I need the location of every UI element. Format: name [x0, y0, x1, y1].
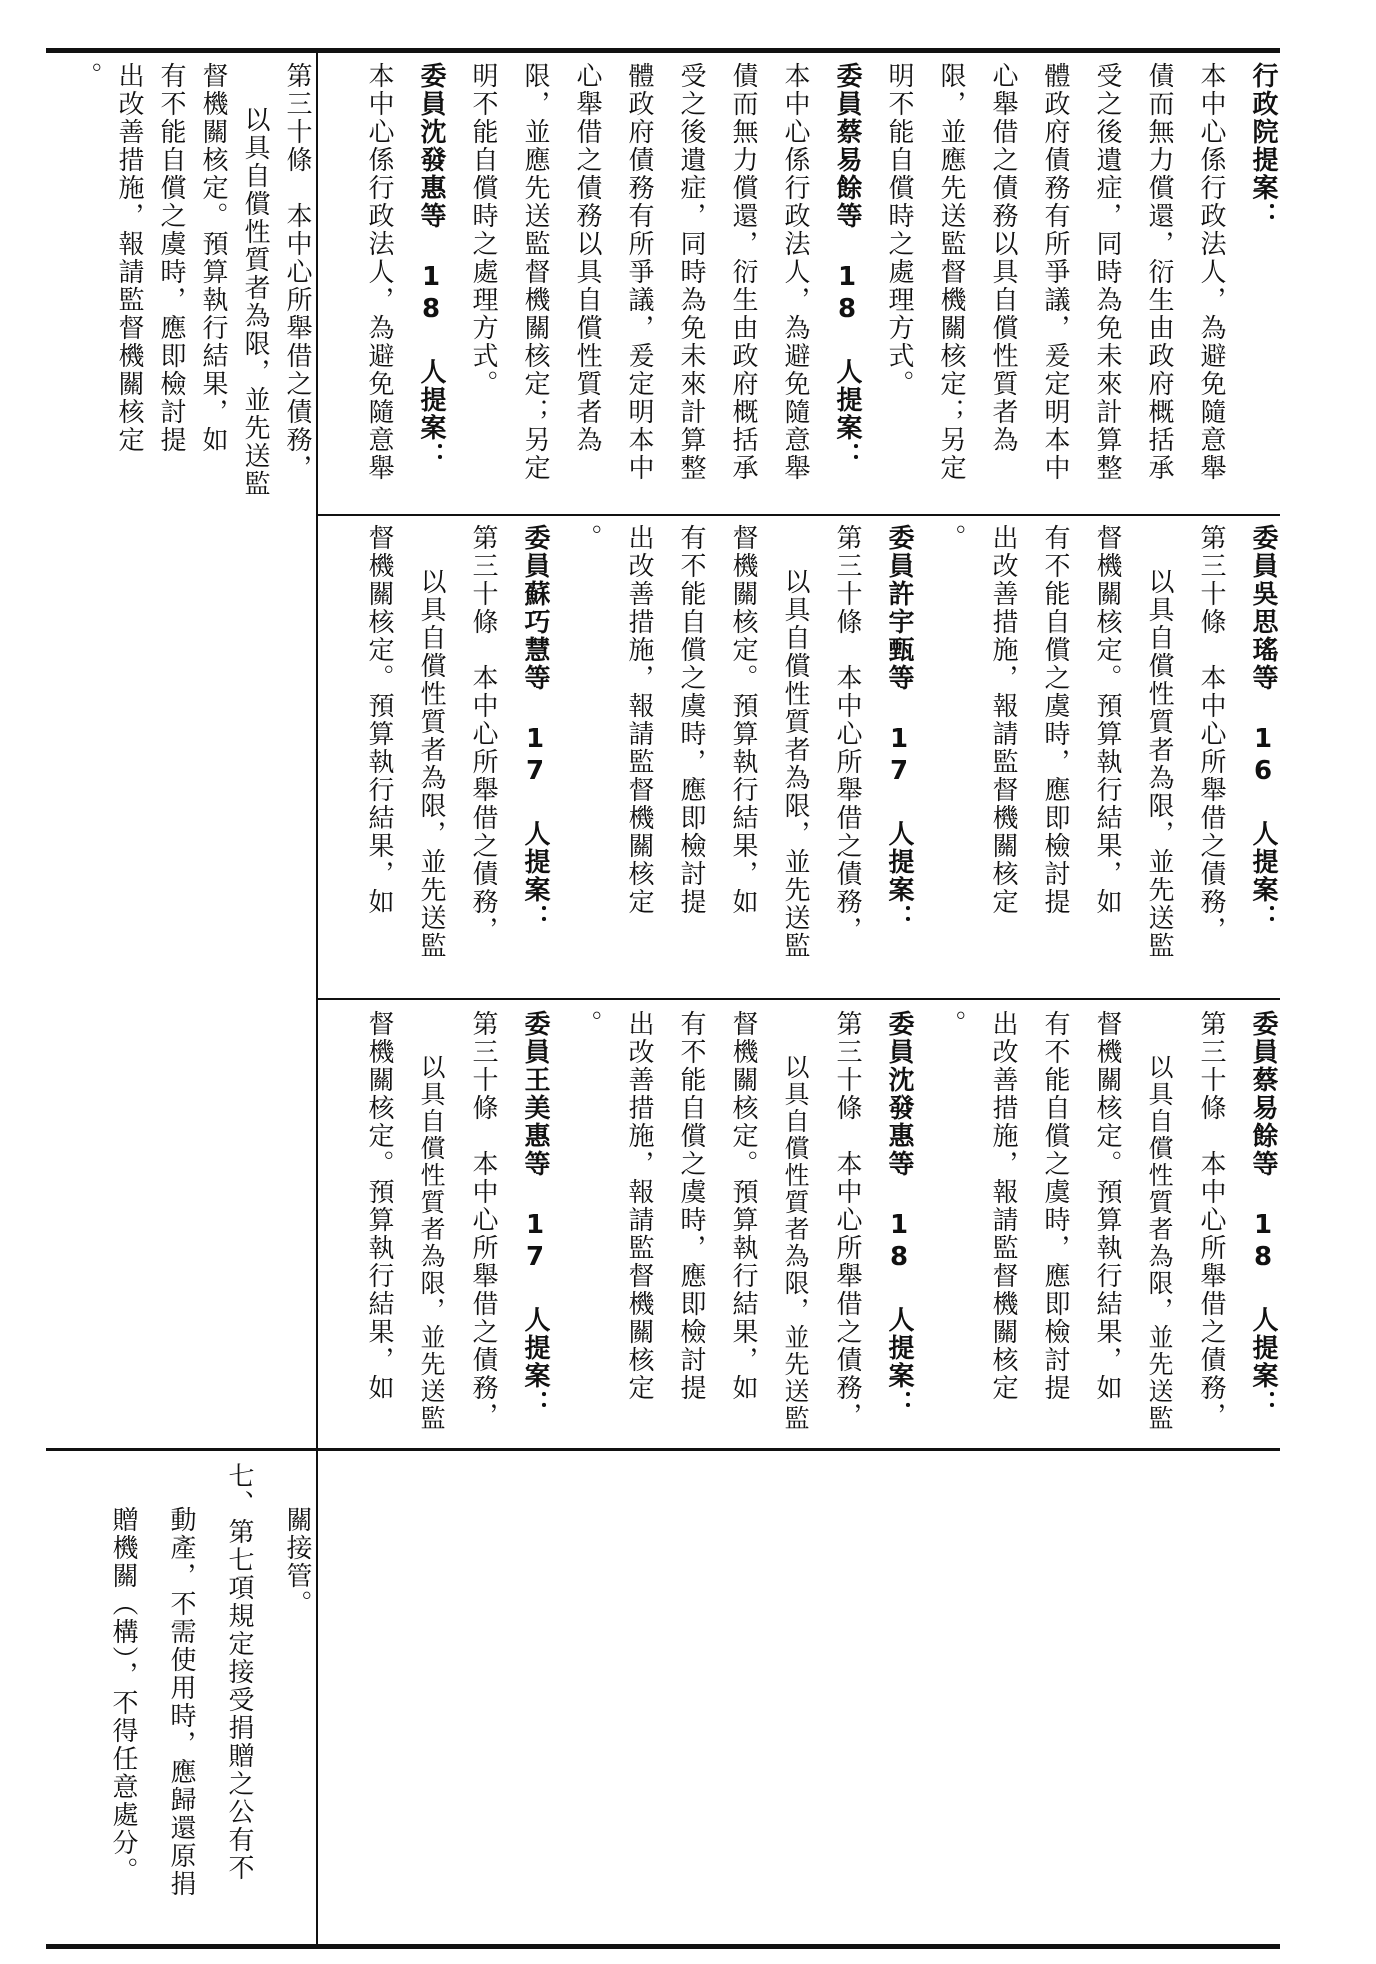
text-line: 有不能自償之虞時，應即檢討提 — [1040, 524, 1070, 916]
text-line: 以具自償性質者為限，並先送監 — [240, 106, 270, 498]
text-line: 有不能自償之虞時，應即檢討提 — [676, 1010, 706, 1402]
text-line: 受之後遺症，同時為免未來計算整 — [676, 62, 706, 482]
text-line: 出改善措施，報請監督機關核定 — [624, 1010, 654, 1402]
text-line: 心舉借之債務以具自償性質者為 — [572, 62, 602, 454]
text-line: 受之後遺症，同時為免未來計算整 — [1092, 62, 1122, 482]
text-line: 債而無力償還，衍生由政府概括承 — [728, 62, 758, 482]
text-line: 以具自償性質者為限，並先送監 — [781, 1054, 810, 1432]
cell-bottom-right — [326, 524, 1276, 992]
text-line: 出改善措施，報請監督機關核定 — [988, 524, 1018, 916]
proposal-heading: 委員沈發惠等 18 人提案： — [416, 62, 446, 470]
text-line: 動產，不需使用時，應歸還原捐 — [166, 1506, 196, 1898]
text-line: 七、第七項規定接受捐贈之公有不 — [224, 1462, 254, 1882]
proposal-heading: 委員吳思瑤等 16 人提案： — [1248, 524, 1278, 932]
text-line: 體政府債務有所爭議，爰定明本中 — [624, 62, 654, 482]
text-line: 有不能自償之虞時，應即檢討提 — [156, 62, 186, 454]
cell-top-left — [56, 62, 310, 1442]
text-line: 第三十條 本中心所舉借之債務， — [832, 524, 862, 944]
text-line: 本中心係行政法人，為避免隨意舉 — [364, 62, 394, 482]
text-line: 第三十條 本中心所舉借之債務， — [468, 524, 498, 944]
text-line: 督機關核定。預算執行結果，如 — [364, 1010, 394, 1402]
text-line: 。 — [572, 1010, 602, 1038]
text-line: 第三十條 本中心所舉借之債務， — [282, 62, 312, 482]
proposal-heading: 委員蘇巧慧等 17 人提案： — [520, 524, 550, 932]
table-rule-top — [46, 48, 1280, 53]
text-line: 督機關核定。預算執行結果，如 — [728, 1010, 758, 1402]
proposal-heading: 委員王美惠等 17 人提案： — [520, 1010, 550, 1418]
text-line: 以具自償性質者為限，並先送監 — [416, 568, 446, 960]
table-rule-inner-2 — [318, 514, 1280, 516]
text-line: 贈機關（構），不得任意處分。 — [108, 1506, 138, 1885]
text-line: 第三十條 本中心所舉借之債務， — [1196, 524, 1226, 944]
text-line: 第三十條 本中心所舉借之債務， — [832, 1010, 862, 1430]
text-line: 出改善措施，報請監督機關核定 — [114, 62, 144, 454]
cell-far-right — [326, 62, 1276, 508]
table-rule-bottom — [46, 1944, 1280, 1949]
text-line: 明不能自償時之處理方式。 — [468, 62, 498, 398]
text-line: 體政府債務有所爭議，爰定明本中 — [1040, 62, 1070, 482]
text-line: 以具自償性質者為限，並先送監 — [1144, 568, 1174, 960]
text-line: 心舉借之債務以具自償性質者為 — [988, 62, 1018, 454]
text-line: 限，並應先送監督機關核定；另定 — [520, 62, 550, 482]
text-line: 。 — [936, 1010, 966, 1038]
text-line: 。 — [572, 524, 602, 552]
text-line: 第三十條 本中心所舉借之債務， — [468, 1010, 498, 1430]
proposal-heading: 委員蔡易餘等 18 人提案： — [832, 62, 862, 470]
proposal-heading: 委員許宇甄等 17 人提案： — [884, 524, 914, 932]
text-line: 債而無力償還，衍生由政府概括承 — [1144, 62, 1174, 482]
text-line: 督機關核定。預算執行結果，如 — [728, 524, 758, 916]
text-line: 出改善措施，報請監督機關核定 — [624, 524, 654, 916]
text-line: 關接管。 — [282, 1506, 312, 1618]
table-rule-middle — [46, 1448, 1280, 1451]
text-line: 限，並應先送監督機關核定；另定 — [936, 62, 966, 482]
text-line: 。 — [936, 524, 966, 552]
text-line: 督機關核定。預算執行結果，如 — [1092, 1010, 1122, 1402]
proposal-heading: 委員蔡易餘等 18 人提案： — [1248, 1010, 1278, 1418]
text-line: 督機關核定。預算執行結果，如 — [198, 62, 228, 454]
text-line: 以具自償性質者為限，並先送監 — [1145, 1054, 1174, 1432]
text-line: 出改善措施，報請監督機關核定 — [988, 1010, 1018, 1402]
text-line: 督機關核定。預算執行結果，如 — [364, 524, 394, 916]
text-line: 。 — [72, 62, 102, 90]
text-line: 本中心係行政法人，為避免隨意舉 — [1196, 62, 1226, 482]
table-rule-inner-1 — [318, 998, 1280, 1000]
cell-top-right — [326, 1010, 1276, 1440]
text-line: 以具自償性質者為限，並先送監 — [780, 568, 810, 960]
text-line: 有不能自償之虞時，應即檢討提 — [1040, 1010, 1070, 1402]
text-line: 本中心係行政法人，為避免隨意舉 — [780, 62, 810, 482]
cell-bottom-left — [56, 1462, 310, 1932]
text-line: 督機關核定。預算執行結果，如 — [1092, 524, 1122, 916]
proposal-heading: 行政院提案： — [1248, 62, 1278, 230]
text-line: 明不能自償時之處理方式。 — [884, 62, 914, 398]
text-line: 有不能自償之虞時，應即檢討提 — [676, 524, 706, 916]
text-line: 以具自償性質者為限，並先送監 — [417, 1054, 446, 1432]
text-line: 第三十條 本中心所舉借之債務， — [1196, 1010, 1226, 1430]
proposal-heading: 委員沈發惠等 18 人提案： — [884, 1010, 914, 1418]
